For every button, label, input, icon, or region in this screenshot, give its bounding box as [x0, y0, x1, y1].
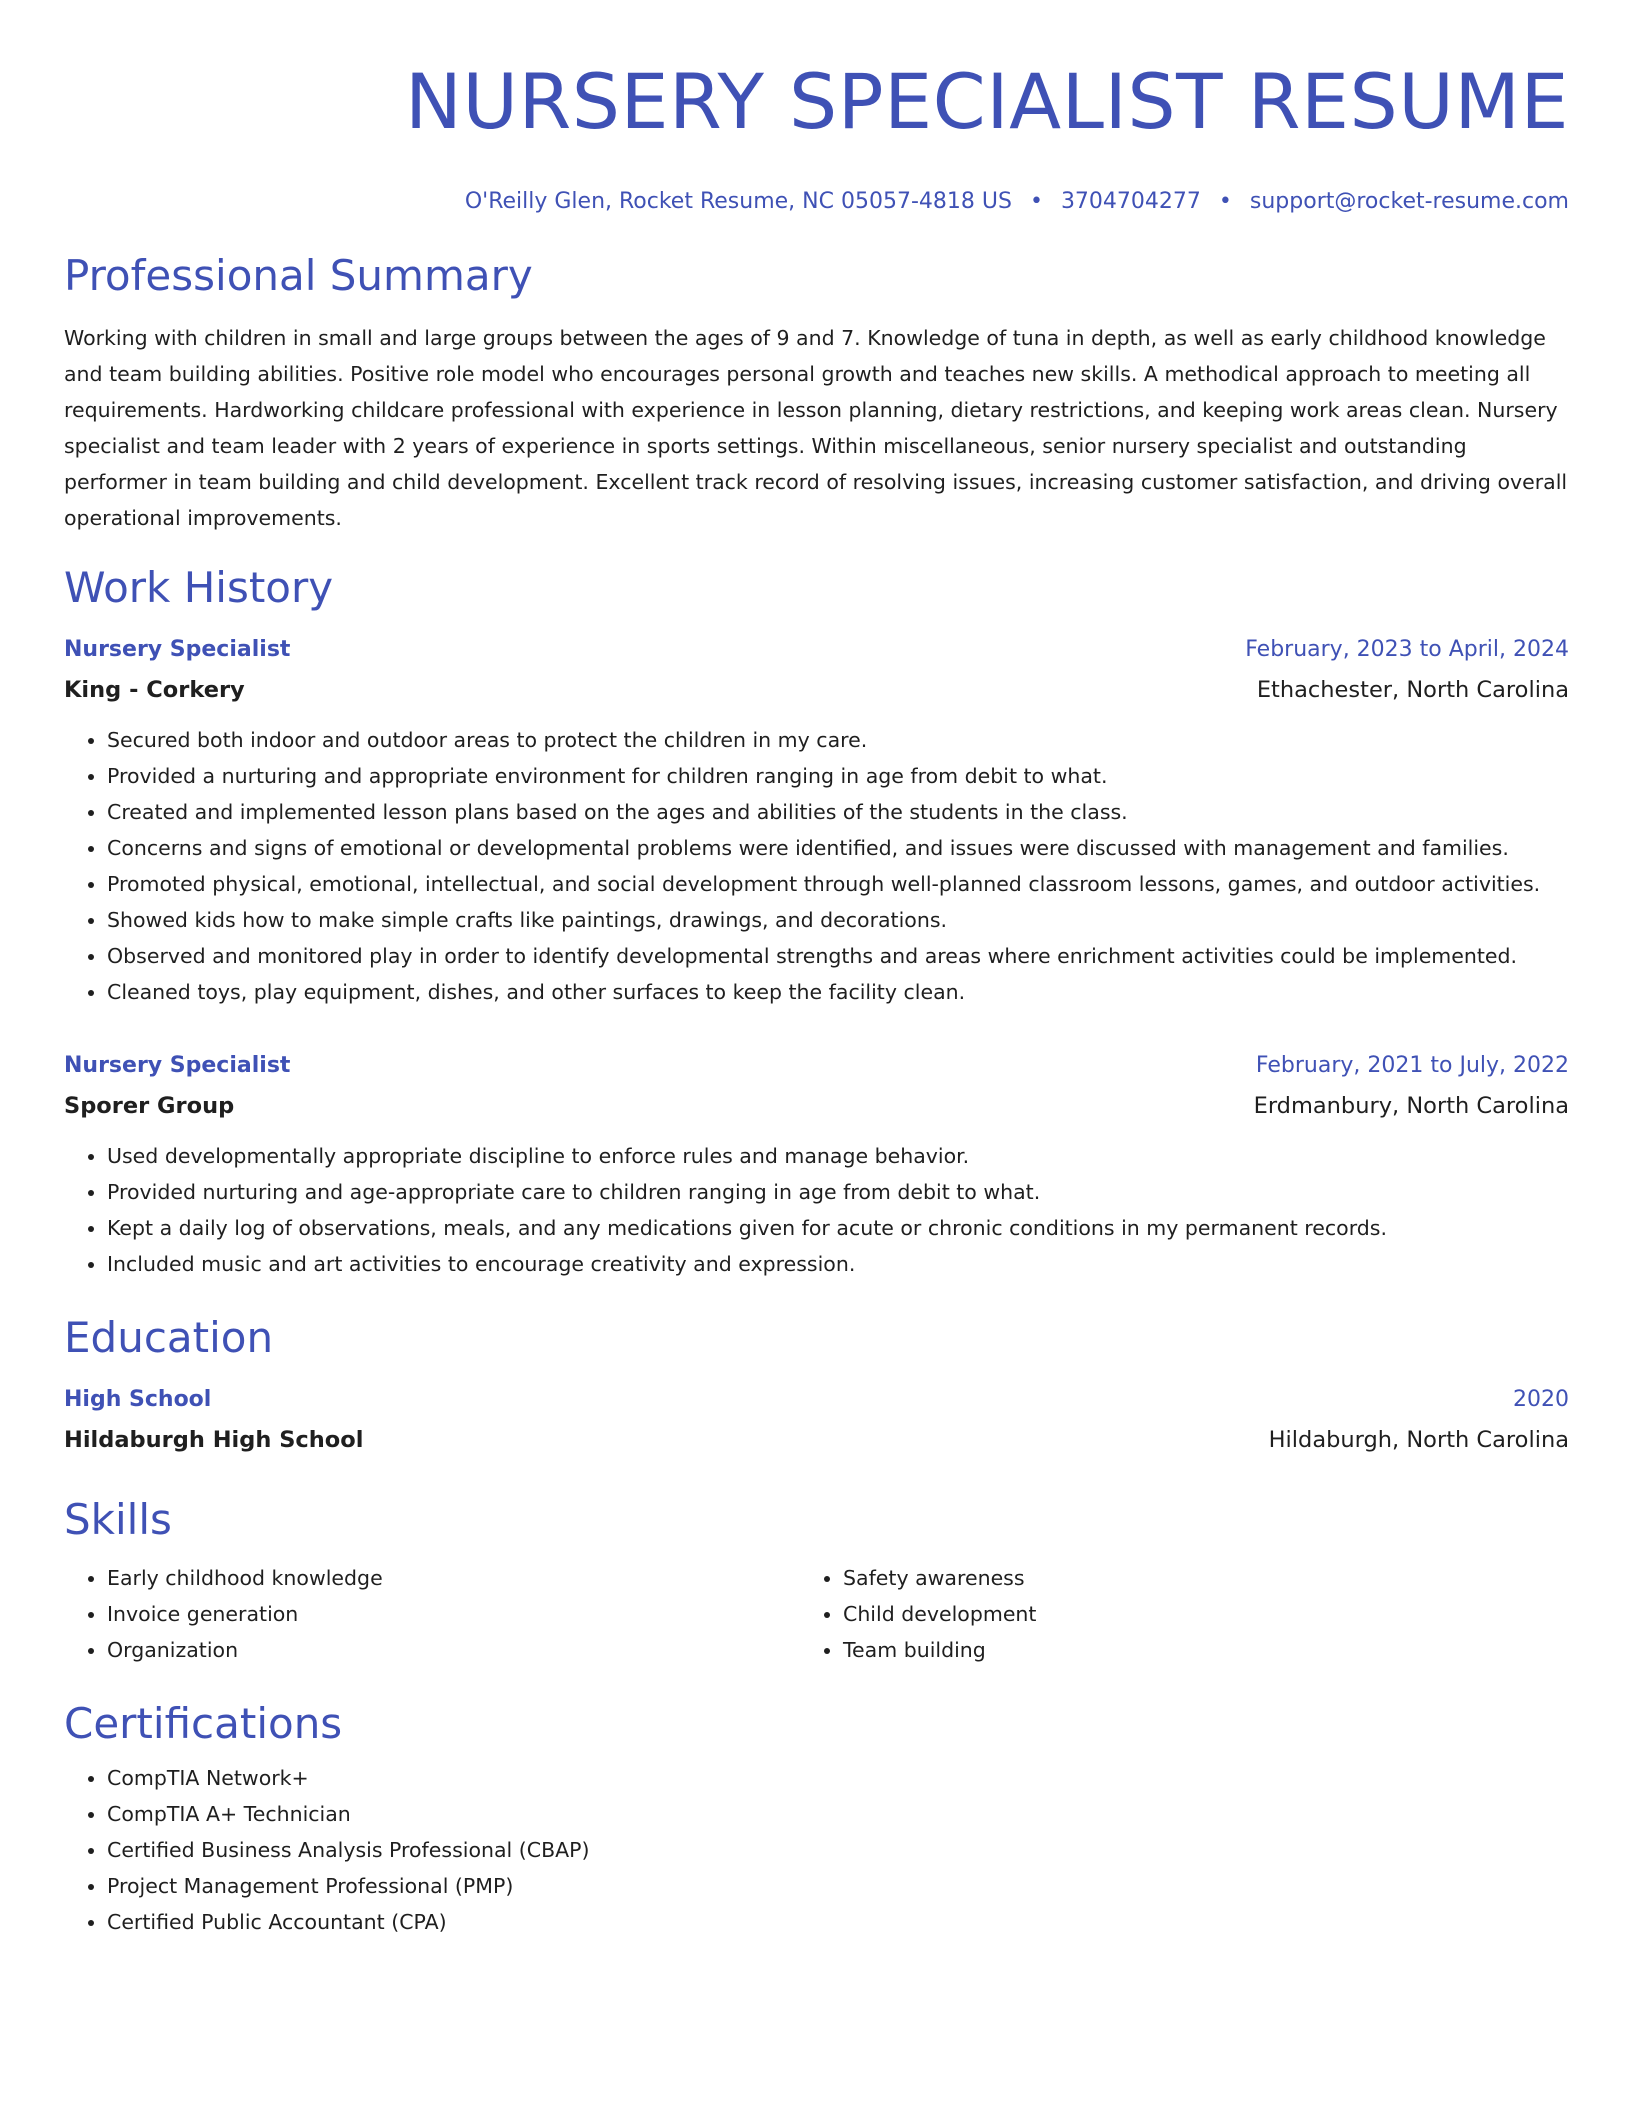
education-section — [64, 1310, 1569, 1460]
certification-item: • Certified Public Accountant (CPA) — [107, 1904, 1569, 1940]
professional-summary-section — [64, 248, 1569, 536]
contact-line — [64, 186, 1569, 218]
certification-item: • Certified Business Analysis Professional (CBAP) — [107, 1832, 1569, 1868]
contact-phone: 3704704277 — [1060, 189, 1201, 214]
job-dates: February, 2021 to July, 2022 — [1255, 1053, 1569, 1078]
skills-column-right — [800, 1556, 1536, 1668]
contact-separator: • — [1029, 189, 1043, 214]
job-duties-list — [64, 722, 1569, 1010]
job-duty: • Showed kids how to make simple crafts like paintings, drawings, and decorations. — [107, 902, 1569, 938]
job-company: King - Corkery — [64, 677, 245, 703]
job-duty: • Created and implemented lesson plans based on the ages and abilities of the students in the class. — [107, 794, 1569, 830]
job-entry — [64, 630, 1569, 1010]
job-dates: February, 2023 to April, 2024 — [1245, 637, 1569, 662]
skills-section — [64, 1492, 1569, 1668]
job-company: Sporer Group — [64, 1093, 235, 1119]
job-duty: • Provided a nurturing and appropriate environment for children ranging in age from debit to what. — [107, 758, 1569, 794]
summary-text: Working with children in small and large groups between the ages of 9 and 7. Knowledge of tuna in depth, as well as early childhood knowledge and team building abilities. Positive role model who encourages personal growth and teaches new skills. A methodical approach to meeting all requirements. Hardworking childcare professional with experience in lesson planning, dietary restrictions, and keeping work areas clean. Nursery specialist and team leader with 2 years of experience in sports settings. Within miscellaneous, senior nursery specialist and outstanding performer in team building and child development. Excellent track record of resolving issues, increasing customer satisfaction, and driving overall operational improvements. — [64, 326, 1568, 530]
job-duty: • Included music and art activities to encourage creativity and expression. — [107, 1246, 1569, 1282]
education-school: Hildaburgh High School — [64, 1427, 364, 1453]
work-history-section — [64, 560, 1569, 1282]
resume-header — [64, 52, 1569, 218]
contact-email: support@rocket-resume.com — [1249, 189, 1569, 214]
job-duty: • Observed and monitored play in order to identify developmental strengths and areas where enrichment activities could be implemented. — [107, 938, 1569, 974]
skill-item: • Early childhood knowledge — [107, 1560, 800, 1596]
job-duty: • Provided nurturing and age-appropriate care to children ranging in age from debit to what. — [107, 1174, 1569, 1210]
education-year: 2020 — [1513, 1387, 1569, 1412]
certifications-list — [64, 1760, 1569, 1940]
job-duties-list — [64, 1138, 1569, 1282]
skill-item: • Organization — [107, 1632, 800, 1668]
job-duty: • Concerns and signs of emotional or developmental problems were identified, and issues were discussed with management and families. — [107, 830, 1569, 866]
job-location: Ethachester, North Carolina — [1256, 677, 1569, 703]
skill-item: • Safety awareness — [843, 1560, 1536, 1596]
job-role: Nursery Specialist — [64, 637, 291, 662]
skill-item: • Invoice generation — [107, 1596, 800, 1632]
skills-column-left — [64, 1556, 800, 1668]
job-duty: • Kept a daily log of observations, meals, and any medications given for acute or chronic conditions in my permanent records. — [107, 1210, 1569, 1246]
certification-item: • CompTIA A+ Technician — [107, 1796, 1569, 1832]
job-duty: • Used developmentally appropriate discipline to enforce rules and manage behavior. — [107, 1138, 1569, 1174]
section-title-certifications: Certifications — [64, 1699, 343, 1748]
skill-item: • Child development — [843, 1596, 1536, 1632]
job-entry — [64, 1046, 1569, 1282]
resume-title: NURSERY SPECIALIST RESUME — [404, 57, 1569, 146]
section-title-skills: Skills — [64, 1495, 172, 1544]
certification-item: • Project Management Professional (PMP) — [107, 1868, 1569, 1904]
job-role: Nursery Specialist — [64, 1053, 291, 1078]
section-title-summary: Professional Summary — [64, 251, 533, 300]
job-duty: • Cleaned toys, play equipment, dishes, and other surfaces to keep the facility clean. — [107, 974, 1569, 1010]
skill-item: • Team building — [843, 1632, 1536, 1668]
education-entry — [64, 1380, 1569, 1460]
section-title-work-history: Work History — [64, 563, 334, 612]
skills-grid — [64, 1556, 1569, 1668]
contact-separator: • — [1218, 189, 1232, 214]
job-location: Erdmanbury, North Carolina — [1253, 1093, 1569, 1119]
education-degree: High School — [64, 1387, 212, 1412]
certification-item: • CompTIA Network+ — [107, 1760, 1569, 1796]
section-title-education: Education — [64, 1313, 274, 1362]
job-duty: • Promoted physical, emotional, intellectual, and social development through well-planned classroom lessons, games, and outdoor activities. — [107, 866, 1569, 902]
certifications-section — [64, 1696, 1569, 1940]
education-location: Hildaburgh, North Carolina — [1268, 1427, 1569, 1453]
job-duty: • Secured both indoor and outdoor areas to protect the children in my care. — [107, 722, 1569, 758]
contact-address: O'Reilly Glen, Rocket Resume, NC 05057-4818 US — [464, 189, 1012, 214]
